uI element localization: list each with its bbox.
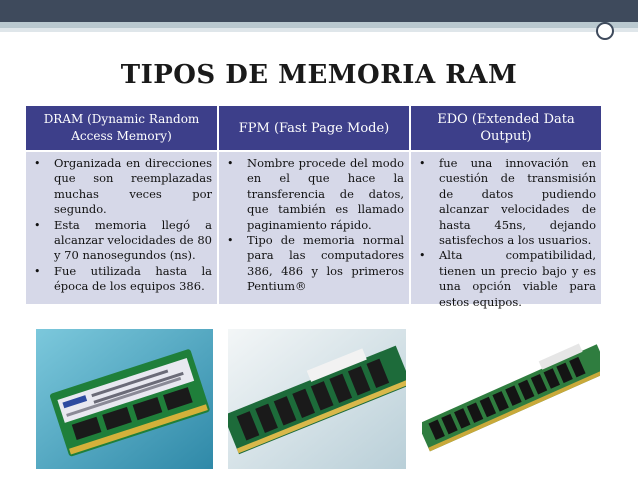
edo-module-image: [422, 330, 600, 470]
dram-bullet-1: • Organizada en direcciones que son reemplazadas muchas veces por segundo.: [30, 156, 212, 218]
header-edo: EDO (Extended Data Output): [409, 106, 601, 150]
edo-simm-module-photo-icon: [422, 330, 600, 470]
fpm-bullet-1: • Nombre procede del modo en el que hace la transferencia de datos, que también es llamado paginamiento rápido.: [223, 156, 404, 233]
edo-bullet-1: • fue una innovación en cuestión de transmisión de datos pudiendo alcanzar velocidades de hasta 45ns, dejando satisfechos a los usuarios.: [415, 156, 596, 248]
fpm-bullet-2: • Tipo de memoria normal para las computadores 386, 486 y los primeros Pentium®: [223, 233, 404, 295]
dram-bullet-3: • Fue utilizada hasta la época de los equipos 386.: [30, 264, 212, 295]
cell-dram: [26, 150, 217, 304]
fpm-simm-module-photo-icon: [228, 329, 406, 469]
fpm-module-image: [228, 329, 406, 469]
top-banner-accent-light: [0, 28, 638, 32]
header-dram: DRAM (Dynamic Random Access Memory): [26, 106, 217, 150]
cell-edo: [409, 150, 601, 309]
dram-laptop-module-photo-icon: [36, 329, 213, 469]
dram-module-image: [36, 329, 213, 469]
memory-types-table: [26, 106, 601, 309]
cell-fpm: [217, 150, 409, 304]
top-banner: [0, 0, 638, 22]
slide-title: TIPOS DE MEMORIA RAM: [120, 60, 518, 90]
edo-bullet-2: • Alta compatibilidad, tienen un precio bajo y es una opción viable para estos equipos.: [415, 248, 596, 310]
decorative-circle-icon: [596, 22, 614, 40]
dram-bullet-2: • Esta memoria llegó a alcanzar velocidades de 80 y 70 nanosegundos (ns).: [30, 218, 212, 264]
header-fpm: FPM (Fast Page Mode): [217, 106, 409, 150]
